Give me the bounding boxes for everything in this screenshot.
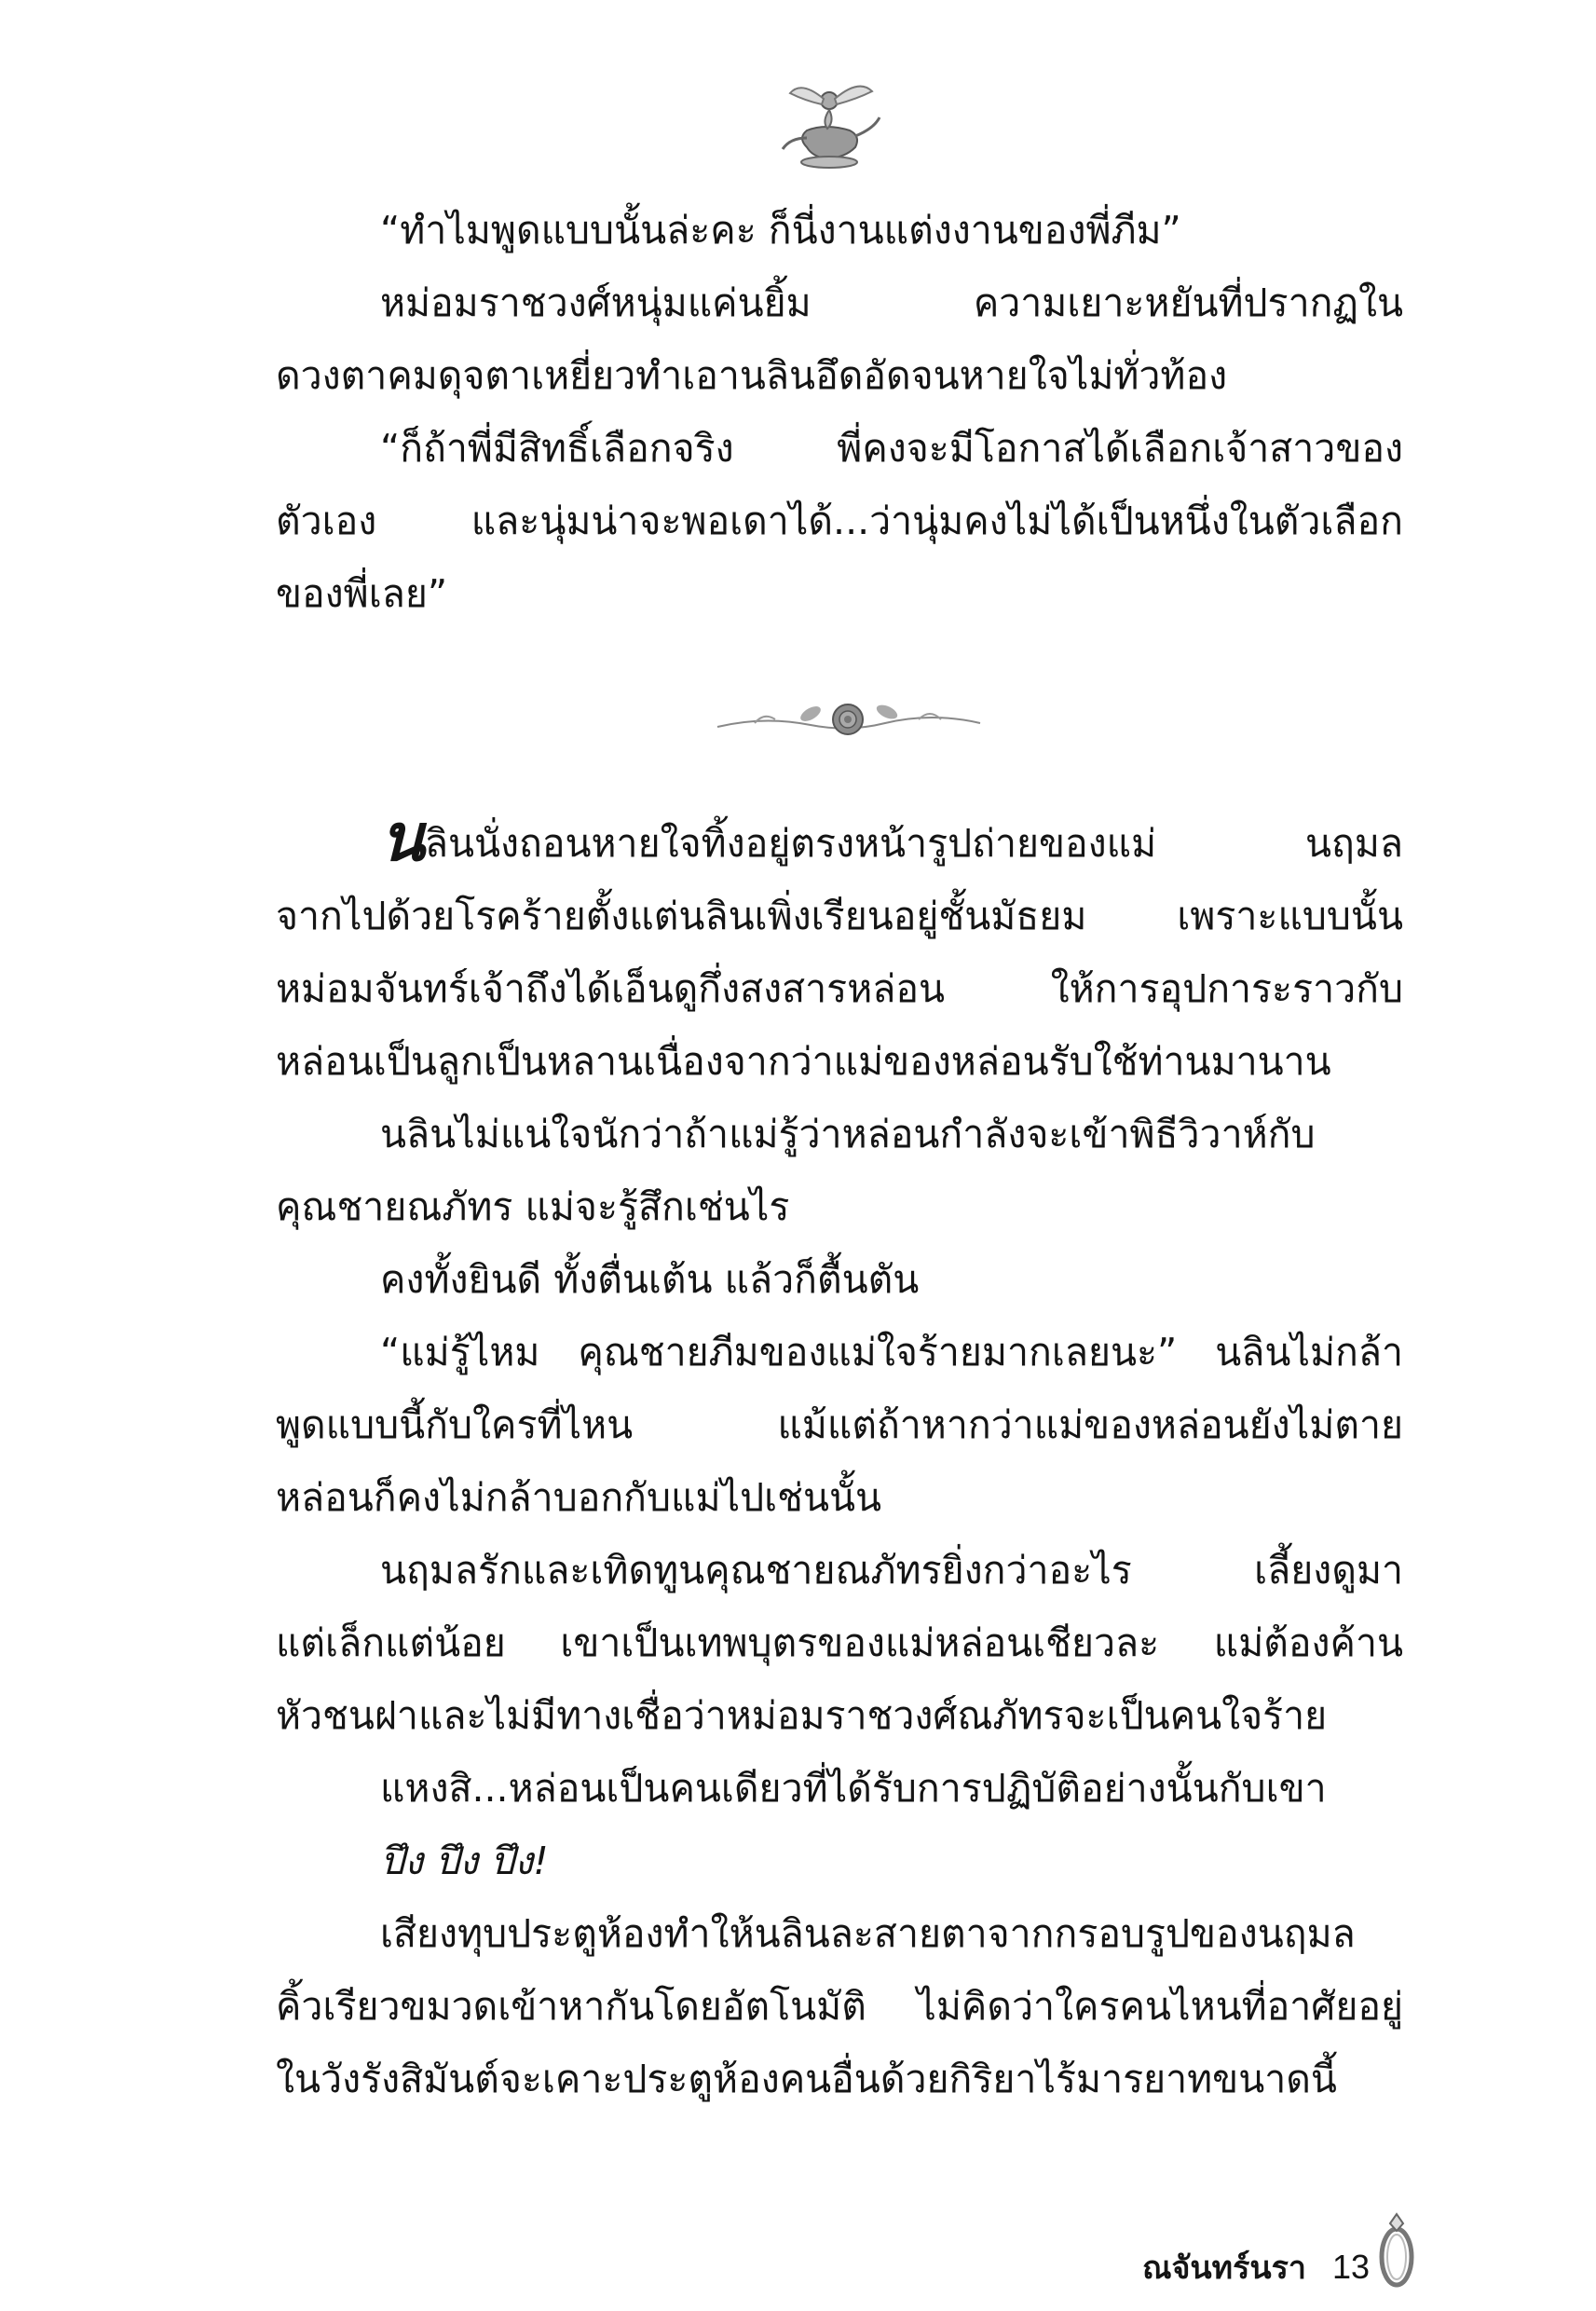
text-line: ของพี่เลย” [276, 571, 448, 616]
text-line: คิ้วเรียวขมวดเข้าหากันโดยอัตโนมัติ ไม่คิดว่าใครคนไหนที่อาศัยอยู่ [276, 1984, 1403, 2029]
sound-effect-line: ปึง ปึง ปึง! [380, 1839, 549, 1883]
page-number: 13 [1331, 2248, 1370, 2286]
text-line: แต่เล็กแต่น้อย เขาเป็นเทพบุตรของแม่หล่อนเชียวละ แม่ต้องค้าน [276, 1620, 1403, 1665]
text-line: หล่อนเป็นลูกเป็นหลานเนื่องจากว่าแม่ของหล่อนรับใช้ท่านมานาน [276, 1039, 1331, 1084]
text-line: พูดแบบนี้กับใครที่ไหน แม้แต่ถ้าหากว่าแม่ของหล่อนยังไม่ตาย [276, 1402, 1403, 1447]
text-block-top [276, 194, 1403, 630]
text-line: นฤมลรักและเทิดทูนคุณชายณภัทรยิ่งกว่าอะไร เลี้ยงดูมา [380, 1548, 1403, 1593]
text-line: “ทำไมพูดแบบนั้นล่ะคะ ก็นี่งานแต่งงานของพี่ภีม” [380, 208, 1181, 253]
first-paragraph-line [276, 799, 1403, 880]
diamond-ring-icon [1373, 2199, 1420, 2292]
text-line: ตัวเอง และนุ่มน่าจะพอเดาได้...ว่านุ่มคงไม่ได้เป็นหนึ่งในตัวเลือก [276, 499, 1403, 543]
text-line: แหงสิ...หล่อนเป็นคนเดียวที่ได้รับการปฏิบัติอย่างนั้นกับเขา [380, 1766, 1327, 1811]
text-line: “ก็ถ้าพี่มีสิทธิ์เลือกจริง พี่คงจะมีโอกาสได้เลือกเจ้าสาวของ [380, 426, 1403, 471]
dropcap: น [380, 799, 425, 876]
text-line: คงทั้งยินดี ทั้งตื่นเต้น แล้วก็ตื้นตัน [380, 1257, 920, 1302]
book-title: ณจันทร์นรา [1141, 2249, 1306, 2287]
teapot-fairy-ornament-icon [770, 73, 891, 173]
text-line: ในวังรังสิมันต์จะเคาะประตูห้องคนอื่นด้วยกิริยาไร้มารยาทขนาดนี้ [276, 2057, 1337, 2101]
first-line-rest: ลินนั่งถอนหายใจทิ้งอยู่ตรงหน้ารูปถ่ายของแม่ นฤมล [424, 821, 1403, 866]
text-line: “แม่รู้ไหม คุณชายภีมของแม่ใจร้ายมากเลยนะ” นลินไม่กล้า [380, 1330, 1403, 1374]
text-line: จากไปด้วยโรคร้ายตั้งแต่นลินเพิ่งเรียนอยู่ชั้นมัธยม เพราะแบบนั้น [276, 894, 1403, 938]
text-line: หัวชนฝาและไม่มีทางเชื่อว่าหม่อมราชวงศ์ณภัทรจะเป็นคนใจร้าย [276, 1693, 1328, 1738]
text-block-bottom [276, 799, 1403, 2115]
rose-vine-divider-icon [708, 688, 988, 753]
page-footer [1090, 2244, 1370, 2290]
text-line: ดวงตาคมดุจตาเหยี่ยวทำเอานลินอึดอัดจนหายใจไม่ทั่วท้อง [276, 353, 1228, 398]
text-line: หม่อมราชวงศ์หนุ่มแค่นยิ้ม ความเยาะหยันที่ปรากฏใน [380, 280, 1403, 325]
text-line: นลินไม่แน่ใจนักว่าถ้าแม่รู้ว่าหล่อนกำลังจะเข้าพิธีวิวาห์กับ [380, 1112, 1316, 1156]
text-line: คุณชายณภัทร แม่จะรู้สึกเช่นไร [276, 1184, 790, 1229]
text-line: หล่อนก็คงไม่กล้าบอกกับแม่ไปเช่นนั้น [276, 1475, 882, 1520]
text-line: หม่อมจันทร์เจ้าถึงได้เอ็นดูกึ่งสงสารหล่อน ให้การอุปการะราวกับ [276, 966, 1403, 1011]
text-line: เสียงทุบประตูห้องทำให้นลินละสายตาจากกรอบรูปของนฤมล [380, 1911, 1356, 1956]
